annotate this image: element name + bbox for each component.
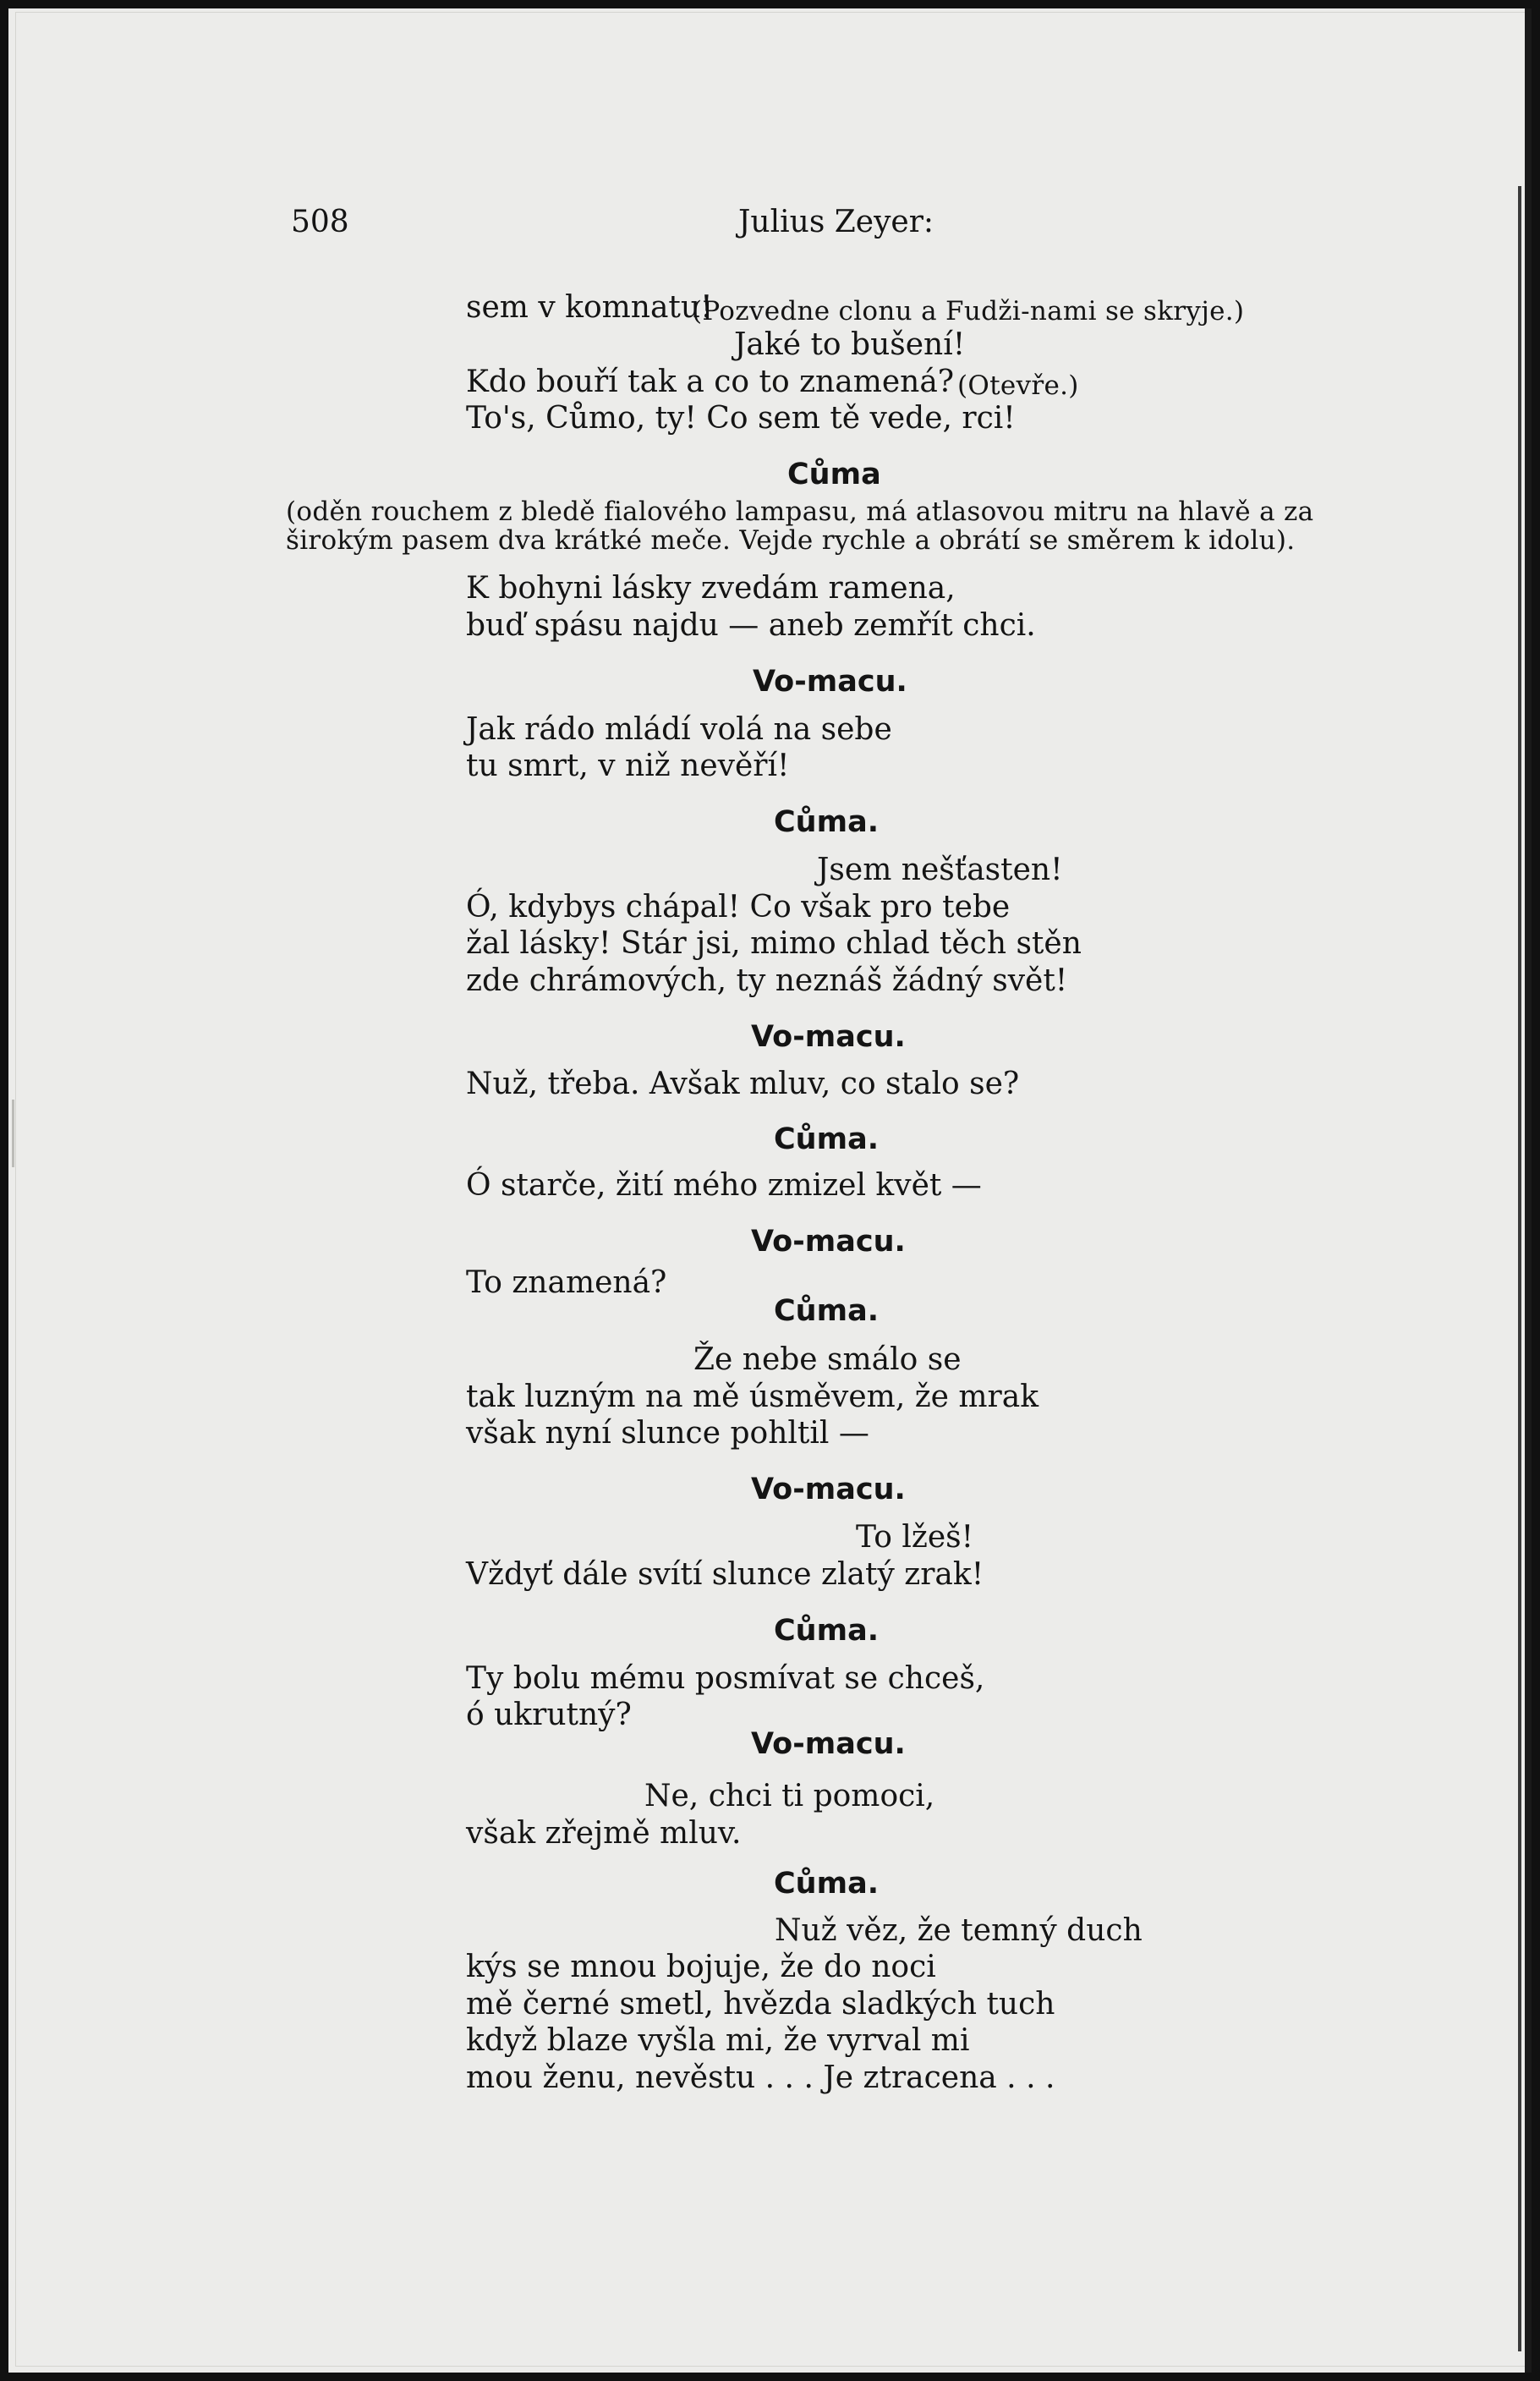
verse-line: Ne, chci ti pomoci, [644,1779,935,1813]
stage-direction: (Otevře.) [957,370,1079,401]
verse-line: Jak rádo mládí volá na sebe [466,712,892,747]
verse-line: Ó starče, žití mého zmizel květ — [466,1168,982,1203]
page-number: 508 [291,205,349,239]
verse-line: Nuž, třeba. Avšak mluv, co stalo se? [466,1067,1020,1101]
scan-edge [1525,0,1540,2381]
verse-line: Vždyť dále svítí slunce zlatý zrak! [466,1557,984,1592]
speaker-name: Vo-macu. [753,665,907,699]
speaker-name: Cůma. [774,1122,879,1156]
verse-line: ó ukrutný? [466,1698,632,1732]
speaker-name: Vo-macu. [751,1727,906,1761]
verse-line: To's, Cůmo, ty! Co sem tě vede, rci! [466,401,1016,436]
verse-line: To znamená? [466,1265,667,1300]
scan-mark [12,1100,14,1167]
verse-line: zde chrámových, ty neznáš žádný svět! [466,963,1068,998]
stage-direction: širokým pasem dva krátké meče. Vejde rychle a obrátí se směrem k idolu). [286,525,1296,556]
speaker-name: Cůma. [774,1867,879,1901]
verse-line: K bohyni lásky zvedám ramena, [466,571,956,606]
verse-line: sem v komnatu! [466,290,713,325]
verse-line: Že nebe smálo se [693,1342,962,1377]
stage-direction: (oděn rouchem z bledě fialového lampasu, má atlasovou mitru na hlavě a za [286,496,1314,527]
speaker-name: Cůma. [774,1614,879,1648]
verse-line: buď spásu najdu — aneb zemřít chci. [466,608,1036,643]
speaker-name: Cůma. [774,1294,879,1328]
verse-line: Kdo bouří tak a co to znamená? [466,365,955,399]
verse-line: Jsem nešťasten! [817,853,1063,887]
verse-line: mě černé smetl, hvězda sladkých tuch [466,1987,1055,2022]
verse-line: mou ženu, nevěstu . . . Je ztracena . . . [466,2060,1055,2095]
page-gutter-line [1518,186,1521,2351]
verse-line: však nyní slunce pohltil — [466,1416,869,1451]
verse-line: Ty bolu mému posmívat se chceš, [466,1661,985,1696]
verse-line: To lžeš! [856,1520,974,1555]
verse-line: žal lásky! Stár jsi, mimo chlad těch stěn [466,926,1082,961]
running-title: Julius Zeyer: [738,205,934,239]
verse-line: však zřejmě mluv. [466,1816,742,1851]
stage-direction: (Pozvedne clonu a Fudži-nami se skryje.) [692,296,1245,326]
speaker-name: Vo-macu. [751,1020,906,1054]
verse-line: Ó, kdybys chápal! Co však pro tebe [466,890,1011,924]
verse-line: tu smrt, v niž nevěří! [466,749,790,783]
verse-line: Nuž věz, že temný duch [775,1913,1143,1948]
speaker-name: Cůma. [774,805,879,839]
speaker-name: Cůma [787,458,881,491]
verse-line: když blaze vyšla mi, že vyrval mi [466,2023,970,2058]
verse-line: Jaké to bušení! [734,327,966,362]
verse-line: tak luzným na mě úsměvem, že mrak [466,1380,1039,1414]
speaker-name: Vo-macu. [751,1473,906,1506]
speaker-name: Vo-macu. [751,1225,906,1259]
verse-line: kýs se mnou bojuje, že do noci [466,1950,936,1984]
